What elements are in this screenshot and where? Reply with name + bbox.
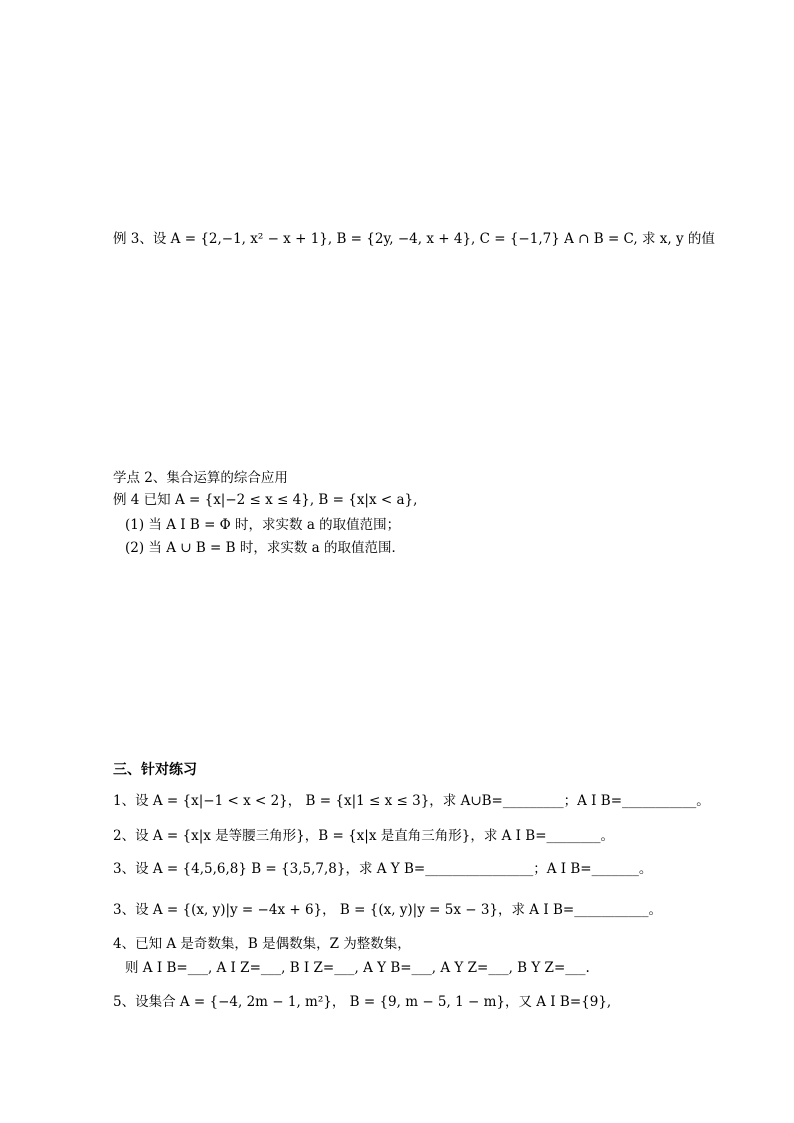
- practice-3: 3、设 A = {4,5,6,8} B = {3,5,7,8}，求 A Y B=________________；A I B=_______。: [113, 861, 653, 877]
- practice-1: 1、设 A = {x|−1 < x < 2}， B = {x|1 ≤ x ≤ 3}，求 A∪B=_________；A I B=___________。: [113, 793, 710, 809]
- section-3-title: 三、针对练习: [113, 762, 197, 778]
- practice-5: 5、设集合 A = {−4, 2m − 1, m²}， B = {9, m − 5, 1 − m}，又 A I B={9},: [113, 994, 612, 1010]
- example-4: 例 4 已知 A = {x|−2 ≤ x ≤ 4}, B = {x|x < a},: [113, 492, 418, 508]
- study-point-2: 学点 2、集合运算的综合应用: [113, 470, 288, 486]
- practice-2: 2、设 A = {x|x 是等腰三角形}，B = {x|x 是直角三角形}，求 A I B=________。: [113, 828, 615, 844]
- example-4-question-1: (1) 当 A I B = Φ 时，求实数 a 的取值范围；: [125, 517, 401, 533]
- example-3: 例 3、设 A = {2,−1, x² − x + 1}, B = {2y, −4, x + 4}, C = {−1,7} A ∩ B = C, 求 x, y 的值: [113, 231, 715, 247]
- example-4-question-2: (2) 当 A ∪ B = B 时，求实数 a 的取值范围．: [125, 540, 406, 556]
- practice-3b: 3、设 A = {(x, y)|y = −4x + 6}， B = {(x, y)|y = 5x − 3}，求 A I B=___________。: [113, 902, 662, 918]
- practice-4: 4、已知 A 是奇数集，B 是偶数集，Z 为整数集，: [113, 936, 411, 952]
- practice-4-sub: 则 A I B=___, A I Z=___, B I Z=___, A Y B=___, A Y Z=___, B Y Z=___.: [125, 960, 590, 976]
